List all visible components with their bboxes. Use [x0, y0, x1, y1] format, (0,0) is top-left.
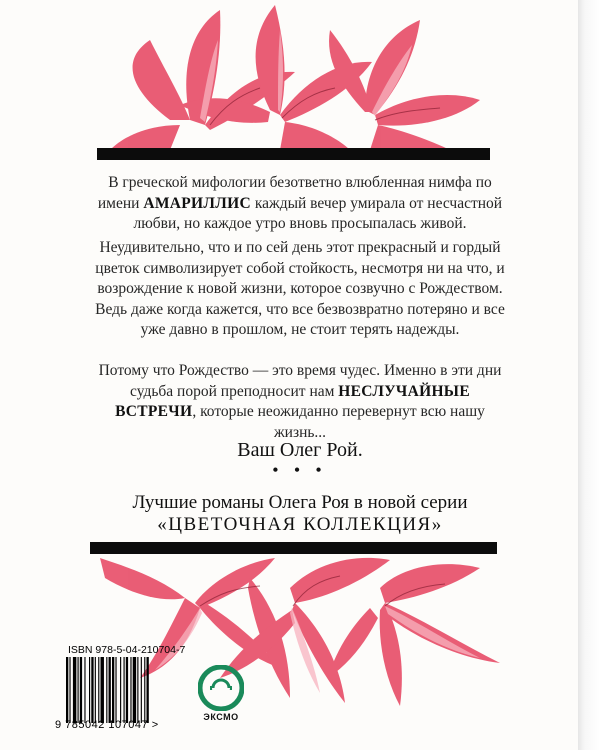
- paragraph1-text-end: каждый вечер умирала от несчастной любви, но каждое утро вновь просыпалась живой.: [133, 194, 503, 232]
- author-signature: Ваш Олег Рой.: [237, 439, 363, 461]
- paragraph3-text-start: Потому что Рождество — это время чудес. Именно в эти дни судьба порой преподносит нам: [98, 362, 502, 400]
- barcode-icon: [66, 657, 178, 723]
- series-title: «ЦВЕТОЧНАЯ КОЛЛЕКЦИЯ»: [157, 514, 443, 535]
- top-lily-flowers-icon: [110, 0, 500, 150]
- paragraph3-text-end: , которые неожиданно перевернут всю нашу жизнь...: [192, 403, 485, 441]
- paragraph-meaning: Неудивительно, что и по сей день этот прекрасный и гордый цветок символизирует собой стойкость, несмотря ни на что, и возрождение к новой жизни, которое созвучно с Рождеством. Ведь даже когда кажется, что все безвозвратно потеряно и все уже давно в прошлом, не стоит терять надежды.: [95, 239, 505, 338]
- publisher-name: ЭКСМО: [203, 712, 239, 722]
- novel-title-highlight: НЕСЛУЧАЙНЫЕ ВСТРЕЧИ: [115, 382, 470, 420]
- page-edge-shadow: [578, 0, 600, 750]
- separator-dots: • • •: [272, 462, 328, 479]
- barcode-digits: 9 785042 107047 >: [55, 719, 159, 731]
- series-promo-line: Лучшие романы Олега Роя в новой серии: [132, 492, 468, 513]
- paragraph-amaryllis: [95, 173, 505, 235]
- amaryllis-highlight: АМАРИЛЛИС: [143, 194, 251, 212]
- paragraph-christmas: [95, 361, 505, 443]
- series-promo: [90, 492, 510, 536]
- paragraph1-text-start: В греческой мифологии безответно влюбленная нимфа по имени: [97, 174, 492, 212]
- isbn-number: ISBN 978-5-04-210704-7: [68, 644, 186, 656]
- top-black-bar: [97, 148, 490, 160]
- eksmo-logo-icon: [198, 665, 244, 711]
